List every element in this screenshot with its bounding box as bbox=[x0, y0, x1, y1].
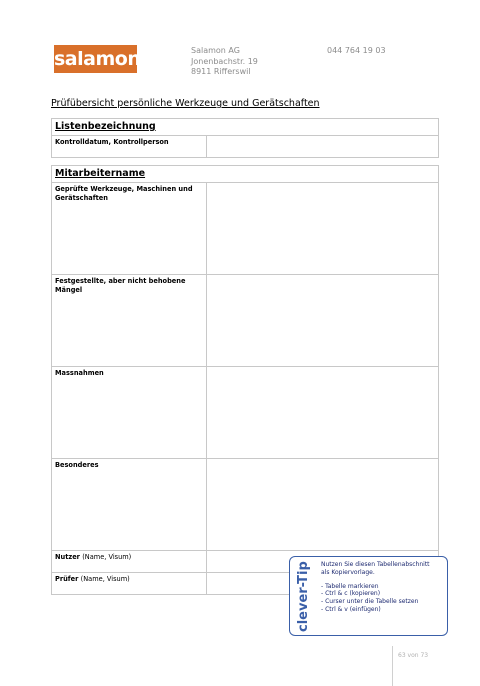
company-logo: salamon bbox=[54, 45, 137, 73]
tip-step-4: - Ctrl & v (einfügen) bbox=[321, 605, 381, 613]
tip-line-1: Nutzen Sie diesen Tabellenabschnitt bbox=[321, 561, 430, 568]
control-date-label-cell bbox=[52, 136, 207, 158]
control-date-value-cell[interactable] bbox=[207, 136, 439, 158]
tip-step-3: - Curser unter die Tabelle setzen bbox=[321, 598, 419, 606]
special-label: Besonderes bbox=[55, 461, 99, 469]
checker-suffix: (Name, Visum) bbox=[80, 575, 130, 583]
clever-tip-box bbox=[289, 556, 448, 636]
company-street: Jonenbachstr. 19 bbox=[191, 56, 258, 66]
company-address bbox=[191, 46, 258, 78]
defects-label: Festgestellte, aber nicht behobene Mängel bbox=[55, 277, 186, 294]
checked-tools-value-cell[interactable] bbox=[207, 183, 439, 275]
tip-line-2: als Kopiervorlage. bbox=[321, 568, 375, 576]
user-label-cell bbox=[52, 551, 207, 573]
tip-step-2: - Ctrl & c (kopieren) bbox=[321, 590, 381, 598]
checked-tools-label-cell bbox=[52, 183, 207, 275]
tip-step-1: - Tabelle markieren bbox=[321, 582, 379, 590]
page-number: 63 von 73 bbox=[392, 646, 428, 686]
checker-label: Prüfer bbox=[55, 575, 79, 583]
company-phone: 044 764 19 03 bbox=[327, 46, 386, 55]
company-city: 8911 Rifferswil bbox=[191, 67, 251, 76]
employee-name-label: Mitarbeitername bbox=[55, 168, 146, 179]
clever-tip-brand-text: clever-Tip bbox=[296, 561, 311, 632]
defects-label-cell bbox=[52, 275, 207, 367]
special-value-cell[interactable] bbox=[207, 459, 439, 551]
special-label-cell bbox=[52, 459, 207, 551]
defects-value-cell[interactable] bbox=[207, 275, 439, 367]
clever-tip-text bbox=[321, 561, 447, 614]
user-label: Nutzer bbox=[55, 553, 80, 561]
document-title: Prüfübersicht persönliche Werkzeuge und Gerätschaften bbox=[51, 98, 320, 109]
company-name: Salamon AG bbox=[191, 46, 240, 55]
user-suffix: (Name, Visum) bbox=[82, 553, 132, 561]
list-name-header[interactable] bbox=[52, 119, 439, 136]
measures-label-cell bbox=[52, 367, 207, 459]
measures-value-cell[interactable] bbox=[207, 367, 439, 459]
measures-label: Massnahmen bbox=[55, 369, 104, 377]
checker-label-cell bbox=[52, 573, 207, 595]
employee-name-header[interactable] bbox=[52, 166, 439, 183]
list-info-table bbox=[51, 118, 439, 158]
clever-tip-logo bbox=[290, 557, 314, 634]
checked-tools-label: Geprüfte Werkzeuge, Maschinen und Gerätschaften bbox=[55, 185, 193, 202]
employee-table bbox=[51, 165, 439, 595]
list-name-label: Listenbezeichnung bbox=[55, 121, 156, 132]
control-date-label: Kontrolldatum, Kontrollperson bbox=[55, 138, 169, 146]
